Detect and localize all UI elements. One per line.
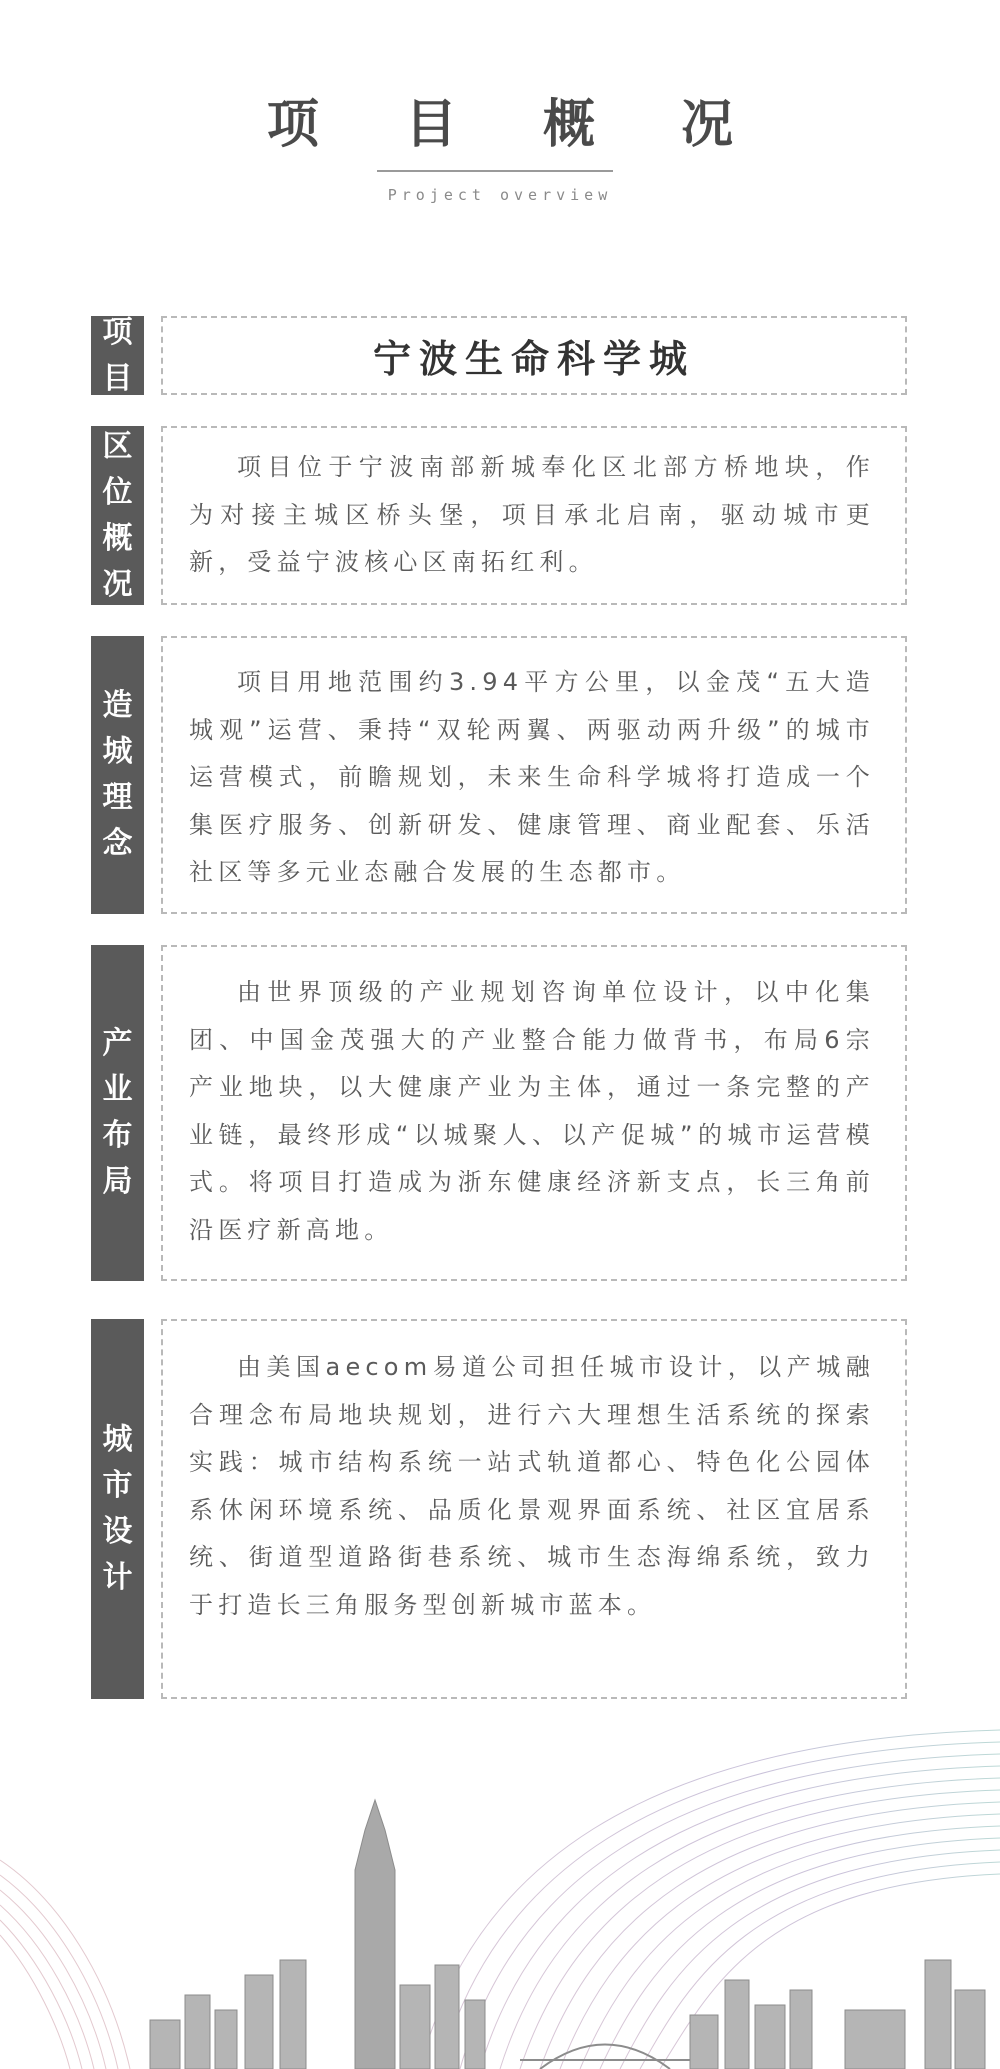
label-char: 城 <box>102 1422 133 1457</box>
concept-text: 项目用地范围约3.94平方公里，以金茂“五大造城观”运营、秉持“双轮两翼、两驱动两升级”的城市运营模式，前瞻规划，未来生命科学城将打造成一个集医疗服务、创新研发、健康管理、商业配套、乐活社区等多元业态融合发展的生态都市。 <box>189 668 875 886</box>
section-label-industry <box>91 945 144 1281</box>
section-label-location <box>91 426 144 605</box>
design-text: 由美国aecom易道公司担任城市设计，以产城融合理念布局地块规划，进行六大理想生活系统的探索实践：城市结构系统一站式轨道都心、特色化公园体系休闲环境系统、品质化景观界面系统、社区宜居系统、街道型道路街巷系统、城市生态海绵系统，致力于打造长三角服务型创新城市蓝本。 <box>189 1353 875 1619</box>
label-char: 目 <box>102 360 133 396</box>
label-char: 况 <box>102 566 133 602</box>
label-char: 造 <box>102 688 133 723</box>
page-subtitle: Project overview <box>387 186 613 204</box>
wave-lines-left <box>0 1860 130 2069</box>
label-char: 产 <box>102 1026 133 1061</box>
section-label-concept <box>91 636 144 914</box>
concept-box <box>161 636 907 914</box>
project-name-box <box>161 316 907 395</box>
industry-text: 由世界顶级的产业规划咨询单位设计，以中化集团、中国金茂强大的产业整合能力做背书，布局6宗产业地块，以大健康产业为主体，通过一条完整的产业链，最终形成“以城聚人、以产促城”的城市运营模式。将项目打造成为浙东健康经济新支点，长三角前沿医疗新高地。 <box>189 978 875 1244</box>
title-divider <box>377 170 613 172</box>
industry-box <box>161 945 907 1281</box>
label-char: 设 <box>102 1514 133 1549</box>
label-char: 业 <box>102 1072 133 1107</box>
label-char: 计 <box>102 1560 133 1595</box>
project-name: 宁波生命科学城 <box>372 337 695 381</box>
label-char: 城 <box>102 734 133 769</box>
label-char: 局 <box>102 1164 133 1199</box>
bridge <box>520 2045 690 2069</box>
label-char: 布 <box>102 1118 133 1153</box>
label-char: 位 <box>102 474 133 510</box>
design-box <box>161 1319 907 1699</box>
city-skyline-illustration <box>0 1720 1000 2069</box>
section-label-project <box>91 316 144 395</box>
label-char: 区 <box>102 428 133 464</box>
label-char: 项 <box>102 314 133 350</box>
location-text: 项目位于宁波南部新城奉化区北部方桥地块，作为对接主城区桥头堡，项目承北启南，驱动城市更新，受益宁波核心区南拓红利。 <box>189 453 875 576</box>
skyline-buildings <box>150 1800 985 2069</box>
label-char: 市 <box>102 1468 133 1503</box>
section-label-design <box>91 1319 144 1699</box>
label-char: 念 <box>102 826 133 861</box>
label-char: 理 <box>102 780 133 815</box>
label-char: 概 <box>102 520 133 556</box>
page-title: 项 目 概 况 <box>266 94 768 155</box>
location-box <box>161 426 907 605</box>
